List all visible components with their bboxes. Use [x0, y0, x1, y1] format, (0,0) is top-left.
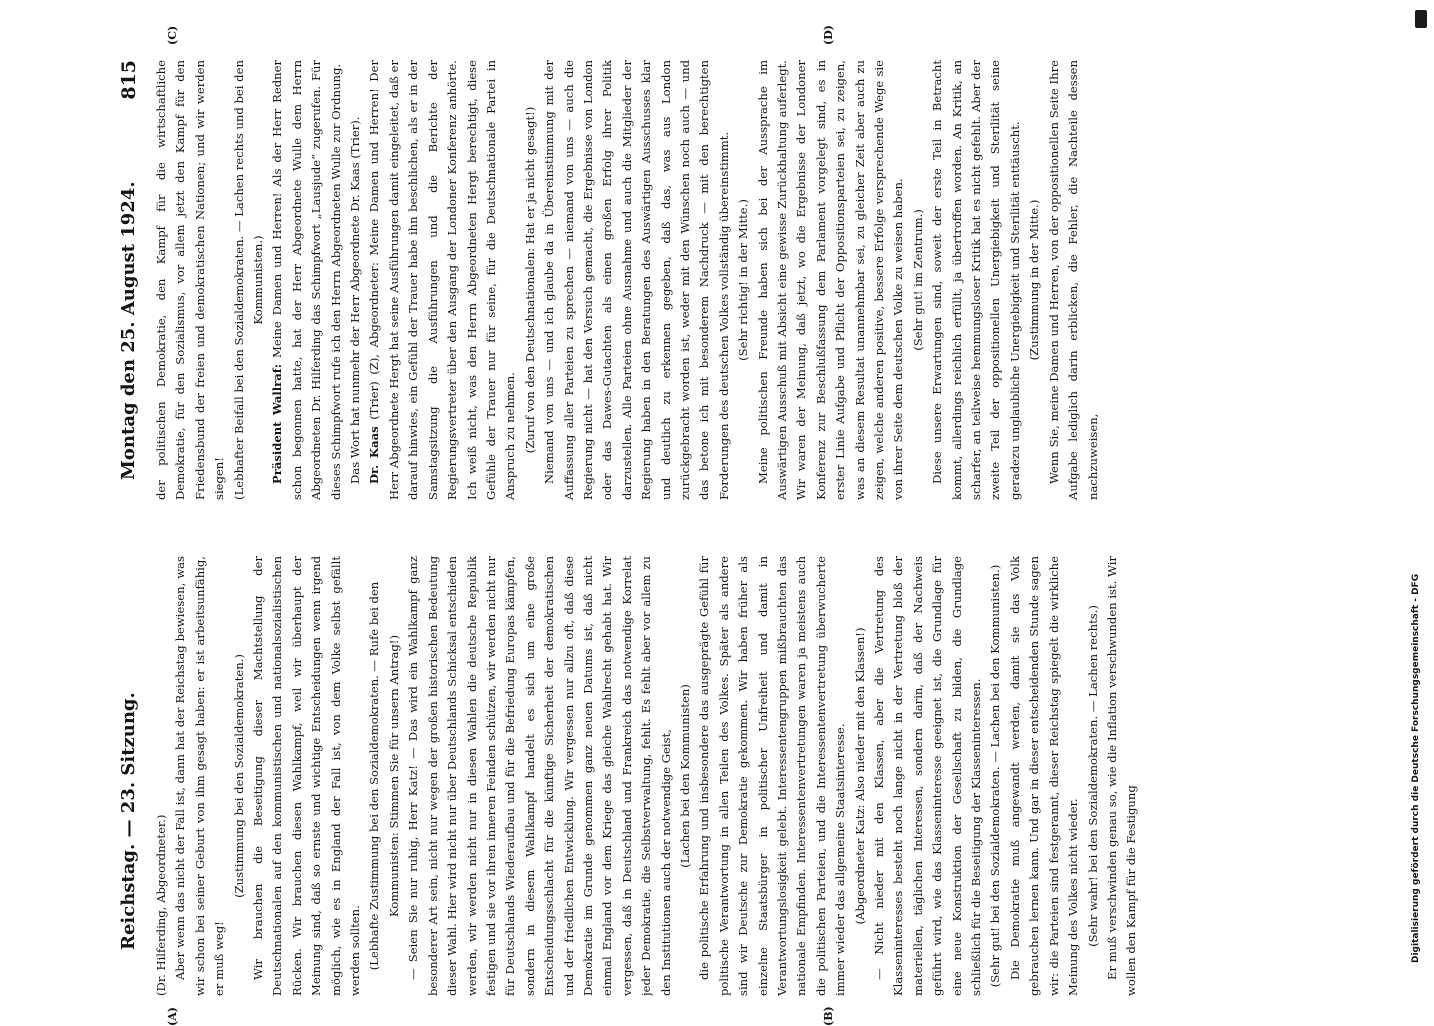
paragraph: Meine politischen Freunde haben sich bei der Aussprache im Auswärtigen Ausschuß mit Absicht eine gewisse Zurückhaltung auferlegt. Wir waren der Meinung, daß jetzt, wo die Ergebnisse der Londoner Konferenz zur Beschlußfassung dem Parlament vorgelegt sind, es in erster Linie Aufgabe und Pflicht der Oppositionsparteien sei, zu zeigen, was an diesem Resultat unannehmbar sei, zu gleicher Zeit aber auch zu zeigen, welche anderen positive, bessere Erfolge versprechende Wege sie von ihrer Seite dem deutschen Volke zu weisen haben.: [755, 60, 906, 500]
paragraph: Diese unsere Erwartungen sind, soweit der erste Teil in Betracht kommt, allerdings reichlich erfüllt, ja übertroffen worden. An Kritik, an scharfer, an teilweise hemmungsloser Kritik hat es nicht gefehlt. Aber der zweite Teil der oppositionellen Unergiebigkeit und Sterilität seine geradezu unglaubliche Unergiebigkeit und Sterilität enttäuscht.: [930, 60, 1022, 500]
interjection: (Lebhafte Zustimmung bei den Sozialdemokraten. — Rufe bei den Kommunisten: Stimmen Sie für unsern Antrag!): [367, 581, 401, 971]
speaker-name: Präsident Wallraf:: [270, 363, 285, 484]
interjection: (Zustimmung in der Mitte.): [1027, 199, 1042, 361]
paragraph: — Seien Sie nur ruhig, Herr Katz! — Das wird ein Wahlkampf ganz besonderer Art sein, nicht nur wegen der großen historischen Bedeutung dieser Wahl. Hier wird nicht nur über Deutschlands Schicksal entschieden werden, wir werden nicht nur in diesen Wahlen die deutsche Republik festigen und sie vor ihren inneren Feinden schützen, wir werden nicht nur für Deutschlands Wiederaufbau und für die Befriedung Europas kämpfen, sondern in diesem Wahlkampf handelt es sich um eine große Entscheidungsschlacht für die künftige Sicherheit der demokratischen und der friedlichen Entwicklung. Wir vergessen nur allzu oft, daß diese Demokratie im Grunde genommen ganz neuen Datums ist, daß nicht einmal England vor dem Kriege das gleiche Wahlrecht gehabt hat. Wir vergessen, daß in Deutschland und Frankreich das notwendige Korrelat jeder Demokratie, die Selbstverwaltung, fehlt. Es fehlt aber vor allem zu den Institutionen auch der notwendige Geist,: [406, 556, 673, 996]
speaker-tag: [152, 556, 171, 996]
interjection: (Zustimmung bei den Sozialdemokraten.): [231, 654, 246, 898]
paragraph: Wir brauchen die Beseitigung dieser Machtstellung der Deutschnationalen auf den kommunistischen und nationalsozialistischen Rücken. Wir brauchen diesen Wahlkampf, weil wir überhaupt der Meinung sind, daß so ernste und wichtige Entscheidungen wenn irgend möglich, wie es in England der Fall ist, von dem Volke selbst gefällt werden sollten.: [251, 556, 363, 996]
page-number: 815: [118, 60, 140, 100]
header-date: Montag den 25. August 1924.: [118, 181, 139, 480]
paragraph: Das Wort hat nunmehr der Herr Abgeordnete Dr. Kaas (Trier).: [348, 116, 363, 484]
paragraph: Er muß verschwinden genau so, wie die Inflation verschwunden ist. Wir wollen den Kampf für die Festigung: [1104, 556, 1139, 996]
speaker-tag-text: (Dr. Hilferding, Abgeordneter.): [154, 814, 168, 996]
right-column: [152, 60, 1314, 500]
paragraph: — Nicht nieder mit den Klassen, aber die Vertretung des Klasseninteresses besteht noch lange nicht in der Vertretung bloß der materiellen, täglichen Interessen, sondern darin, daß der Nachweis geführt wird, wie das Klasseninteresse geeignet ist, die Grundlage für eine neue Konstruktion der Gesellschaft zu bilden, die Grundlage schließlich für die Beseitigung der Klasseninteressen.: [872, 556, 984, 996]
margin-mark-c: (C): [166, 25, 179, 45]
paragraph: der politischen Demokratie, den Kampf für die wirtschaftliche Demokratie, für den Sozialismus, vor allem jetzt den Kampf für den Friedensbund der freien und demokratischen Nationen; und wir werden siegen!: [154, 60, 227, 500]
paragraph: Aber wenn das nicht der Fall ist, dann hat der Reichstag bewiesen, was wir schon bei seiner Geburt von ihm gesagt haben: er ist arbeitsunfähig, er muß weg!: [173, 556, 227, 996]
paragraph: die politische Erfahrung und insbesondere das ausgeprägte Gefühl für politische Verantwortung in allen Teilen des Volkes. Später als andere sind wir Deutsche zur Demokratie gekommen. Wir haben früher als einzelne Staatsbürger in politischer Unfreiheit und damit in Verantwortungslosigkeit gelebt. Interessentengruppen mißbrauchten das nationale Empfinden. Interessentenvertretungen waren ja meistens auch die politischen Parteien, und die Interessentenvertretung überwucherte immer wieder das allgemeine Staatsinteresse.: [697, 556, 848, 996]
credit-text: Digitalisierung gefördert durch die Deutsche Forschungsgemeinschaft - DFG: [1411, 573, 1421, 963]
interjection: (Sehr richtig! in der Mitte.): [736, 199, 751, 361]
header-session: Reichstag. — 23. Sitzung.: [118, 692, 139, 950]
paragraph: Die Demokratie muß angewandt werden, damit sie das Volk gebrauchen lernen kann. Und gar in dieser entscheidenden Stunde sagen wir: die Parteien sind festgerannt, dieser Reichstag spiegelt die wirkliche Meinung des Volkes nicht wieder.: [1007, 556, 1081, 996]
interjection: (Sehr gut! bei den Sozialdemokraten. — Lachen bei den Kommunisten.): [988, 564, 1003, 988]
paragraph: Niemand von uns — und ich glaube da in Übereinstimmung mit der Auffassung aller Parteien zu sprechen — niemand von uns — auch die Regierung nicht — hat den Versuch gemacht, die Ergebnisse von London oder das Dawes-Gutachten als einen großen Erfolg ihrer Politik darzustellen. Alle Parteien ohne Ausnahme und auch die Mitglieder der Regierung haben in den Beratungen des Auswärtigen Ausschusses klar und deutlich zu erkennen gegeben, daß das, was aus London zurückgebracht worden ist, weder mit den Wünschen noch auch — und das betone ich mit besonderem Nachdruck — mit den berechtigten Forderungen des deutschen Volkes vollständig übereinstimmt.: [542, 60, 731, 500]
interjection: (Lebhafter Beifall bei den Sozialdemokraten. — Lachen rechts und bei den Kommunisten.): [231, 60, 266, 500]
paragraph-text: (Trier) (Z), Abgeordneter: Meine Damen und Herren! Der Herr Abgeordnete Hergt hat seine Ausführungen damit eingeleitet, daß er darauf hinwies, ein Gefühl der Trauer habe ihn beschlichen, als er in der Samstagsitzung die Ausführungen und die Berichte der Regierungsvertreter über den Ausgang der Londoner Konferenz anhörte. Ich weiß nicht, was den Herrn Abgeordneten Hergt berechtigt, diese Gefühle der Trauer nur für seine, für die Deutschnationale Partei in Anspruch zu nehmen.: [367, 60, 518, 500]
interjection: (Zuruf von den Deutschnationalen: Hat er ja nicht gesagt!): [522, 106, 537, 454]
paragraph: [268, 60, 346, 500]
speaker-name: Dr. Kaas: [367, 426, 382, 484]
interjection: (Sehr wahr! bei den Sozialdemokraten. — Lachen rechts.): [1085, 605, 1100, 947]
paragraph-text: Meine Damen und Herren! Als der Herr Redner schon begonnen hatte, hat der Herr Abgeordnete Wulle dem Herrn Abgeordneten Dr. Hilferding das Schimpfwort „Lausjude“ zugerufen. Für dieses Schimpfwort rufe ich den Herrn Abgeordneten Wulle zur Ordnung.: [270, 60, 343, 500]
paragraph: Wenn Sie, meine Damen und Herren, von der oppositionellen Seite Ihre Aufgabe lediglich darin erblicken, die Fehler, die Nachteile dessen nachzuweisen,: [1046, 60, 1100, 500]
margin-mark-b: (B): [822, 1006, 835, 1026]
document-page: [112, 0, 1322, 1026]
margin-mark-a: (A): [166, 1007, 179, 1026]
digitization-credit: [1411, 6, 1428, 994]
running-header: [118, 60, 148, 950]
interjection: (Sehr gut! im Zentrum.): [910, 209, 925, 351]
interjection: (Lachen bei den Kommunisten): [677, 684, 692, 868]
paragraph: [365, 60, 520, 500]
interjection: (Abgeordneter Katz: Also nieder mit den Klassen!): [852, 627, 867, 925]
margin-mark-d: (D): [822, 25, 835, 45]
left-column: [152, 556, 1314, 996]
